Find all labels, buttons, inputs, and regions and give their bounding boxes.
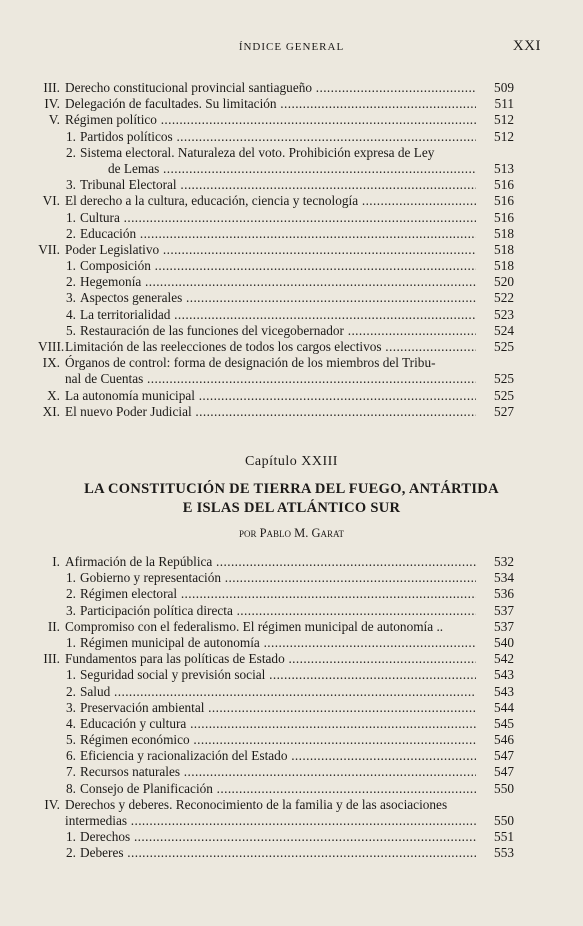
toc-entry-title: El nuevo Poder Judicial ..... <box>65 404 476 420</box>
toc-entry-number: 1. <box>66 128 76 144</box>
toc-entry <box>38 732 514 748</box>
toc-entry-page: 547 <box>494 748 514 764</box>
chapter-label: Capítulo XXIII <box>245 454 338 469</box>
toc-entry-number: 2. <box>66 225 76 241</box>
toc-entry-title: Participación política directa ..... <box>80 603 476 619</box>
toc-entry-continuation <box>38 813 514 829</box>
toc-entry <box>38 339 514 355</box>
toc-entry-number: X. <box>47 387 60 403</box>
running-head-title: ÍNDICE GENERAL <box>238 41 345 53</box>
toc-entry-page: 544 <box>494 699 514 715</box>
toc-entry-page: 525 <box>494 387 514 403</box>
toc-entry <box>38 388 514 404</box>
toc-entry-title: Derechos ..... <box>80 829 476 845</box>
toc-entry-page: 551 <box>494 829 514 845</box>
toc-entry <box>38 570 514 586</box>
toc-entry <box>38 586 514 602</box>
toc-entry-page: 540 <box>494 634 514 650</box>
toc-entry-number: V. <box>48 112 60 128</box>
toc-entry-page: 518 <box>494 225 514 241</box>
toc-entry <box>38 667 514 683</box>
toc-entry-title: Régimen político ..... <box>65 112 476 128</box>
toc-entry-title: Tribunal Electoral ..... <box>80 177 476 193</box>
toc-entry-page: 512 <box>494 112 514 128</box>
toc-entry-title: Régimen electoral ..... <box>80 586 476 602</box>
toc-entry-page: 543 <box>494 667 514 683</box>
toc-entry <box>38 651 514 667</box>
toc-entry-number: 5. <box>66 732 76 748</box>
toc-entry-title: Delegación de facultades. Su limitación ..... <box>65 96 476 112</box>
toc-entry <box>38 619 514 635</box>
chapter-author: por Pablo M. Garat <box>238 526 345 540</box>
toc-entry-title: intermedias ..... <box>65 813 476 829</box>
toc-entry-title: Aspectos generales ..... <box>80 290 476 306</box>
toc-entry-page: 520 <box>494 274 514 290</box>
toc-entry-title: Preservación ambiental ..... <box>80 700 476 716</box>
toc-entry-number: 1. <box>66 570 76 586</box>
toc-entry-continuation <box>38 371 514 387</box>
toc-entry-number: 3. <box>66 699 76 715</box>
toc-entry <box>38 290 514 306</box>
toc-entry-number: 4. <box>66 306 76 322</box>
toc-entry-page: 527 <box>494 403 514 419</box>
toc-entry-page: 509 <box>494 80 514 95</box>
toc-entry-page: 512 <box>494 128 514 144</box>
toc-entry-title: El derecho a la cultura, educación, ciencia y tecnología ..... <box>65 193 476 209</box>
toc-entry-title: Composición ..... <box>80 258 476 274</box>
toc-entry <box>38 635 514 651</box>
toc-entry-number: 1. <box>66 829 76 845</box>
toc-entry-number: 1. <box>66 634 76 650</box>
chapter-heading <box>0 454 583 541</box>
toc-entry <box>38 404 514 420</box>
toc-entry-title: Educación y cultura ..... <box>80 716 476 732</box>
toc-entry-number: 7. <box>66 764 76 780</box>
toc-entry-page: 516 <box>494 209 514 225</box>
toc-entry-title: Derecho constitucional provincial santiagueño ..... <box>65 80 476 96</box>
toc-entry-title: Educación ..... <box>80 226 476 242</box>
toc-entry-number: IV. <box>44 96 60 112</box>
toc-entry-page: 516 <box>494 177 514 193</box>
toc-entry-page: 532 <box>494 554 514 569</box>
toc-entry <box>38 258 514 274</box>
toc-entry <box>38 845 514 861</box>
toc-entry-title: Compromiso con el federalismo. El régimen municipal de autonomía .. <box>65 618 444 634</box>
toc-entry-number: 3. <box>66 290 76 306</box>
toc-entry-number: IX. <box>42 355 60 371</box>
toc-entry <box>38 96 514 112</box>
toc-entry-page: 525 <box>494 371 514 387</box>
toc-entry-number: I. <box>52 554 60 569</box>
toc-entry-number: 2. <box>66 845 76 861</box>
running-head <box>0 38 583 58</box>
toc-entry <box>38 554 514 570</box>
toc-entry-number: 1. <box>66 258 76 274</box>
toc-entry <box>38 797 514 813</box>
toc-entry-number: VII. <box>38 241 60 257</box>
toc-entry-page: 542 <box>494 651 514 667</box>
toc-entry <box>38 177 514 193</box>
toc-entry-page: 537 <box>494 618 514 634</box>
toc-entry-title: Seguridad social y previsión social ..... <box>80 667 476 683</box>
toc-entry-title: La territorialidad ..... <box>80 307 476 323</box>
toc-entry-page: 543 <box>494 683 514 699</box>
toc-entry-page: 523 <box>494 306 514 322</box>
toc-entry <box>38 307 514 323</box>
toc-entry-number: 4. <box>66 715 76 731</box>
toc-entry-page: 513 <box>494 160 514 176</box>
toc-section-previous-chapter <box>38 80 514 420</box>
toc-entry <box>38 716 514 732</box>
toc-entry <box>38 242 514 258</box>
toc-entry-number: 1. <box>66 209 76 225</box>
toc-entry-page: 516 <box>494 193 514 209</box>
toc-entry-title: Régimen económico ..... <box>80 732 476 748</box>
toc-entry-title: Hegemonía ..... <box>80 274 476 290</box>
toc-entry <box>38 80 514 96</box>
toc-entry-number: 2. <box>66 683 76 699</box>
toc-entry-title: Salud ..... <box>80 684 476 700</box>
toc-entry <box>38 684 514 700</box>
toc-entry-page: 547 <box>494 764 514 780</box>
toc-entry-number: 5. <box>66 322 76 338</box>
toc-entry-page: 522 <box>494 290 514 306</box>
toc-entry <box>38 112 514 128</box>
toc-entry-title: Gobierno y representación ..... <box>80 570 476 586</box>
toc-entry-number: 3. <box>66 177 76 193</box>
toc-entry-title: Régimen municipal de autonomía ..... <box>80 635 476 651</box>
toc-entry-title: Sistema electoral. Naturaleza del voto. Prohibición expresa de Ley <box>80 144 435 160</box>
toc-entry-page: 518 <box>494 258 514 274</box>
toc-entry-number: VIII. <box>38 339 65 354</box>
page-folio: XXI <box>512 38 541 54</box>
toc-entry <box>38 323 514 339</box>
toc-entry-number: XI. <box>42 403 60 419</box>
toc-entry-continuation <box>38 161 514 177</box>
toc-entry-number: VI. <box>42 193 60 209</box>
toc-entry <box>38 129 514 145</box>
toc-section-chapter-xxiii <box>38 554 514 862</box>
toc-entry <box>38 193 514 209</box>
toc-entry <box>38 781 514 797</box>
toc-entry-page: 536 <box>494 586 514 602</box>
toc-entry-title: Poder Legislativo ..... <box>65 242 476 258</box>
toc-entry-title: Deberes ..... <box>80 845 476 861</box>
toc-entry-page: 525 <box>494 339 514 354</box>
toc-entry-title: Restauración de las funciones del vicegobernador ..... <box>80 323 476 339</box>
toc-entry-number: III. <box>43 80 60 95</box>
toc-entry <box>38 274 514 290</box>
toc-entry-page: 537 <box>494 602 514 618</box>
chapter-title-line: LA CONSTITUCIÓN DE TIERRA DEL FUEGO, ANTÁRTIDA <box>84 481 499 497</box>
toc-entry-page: 511 <box>494 96 514 112</box>
toc-entry-number: 1. <box>66 667 76 683</box>
toc-entry-page: 546 <box>494 732 514 748</box>
toc-entry <box>38 748 514 764</box>
toc-entry <box>38 700 514 716</box>
toc-entry <box>38 603 514 619</box>
toc-entry-title: La autonomía municipal ..... <box>65 388 476 404</box>
toc-entry-page: 534 <box>494 570 514 586</box>
toc-entry-title: Derechos y deberes. Reconocimiento de la familia y de las asociaciones <box>65 796 448 812</box>
toc-entry-title: Afirmación de la República ..... <box>65 554 476 570</box>
toc-entry-title: Órganos de control: forma de designación de los miembros del Tribu- <box>65 355 436 371</box>
toc-entry <box>38 829 514 845</box>
toc-entry-number: 2. <box>66 274 76 290</box>
toc-entry-number: 6. <box>66 748 76 764</box>
toc-entry <box>38 226 514 242</box>
chapter-title-line: E ISLAS DEL ATLÁNTICO SUR <box>182 500 401 516</box>
toc-entry-number: 3. <box>66 602 76 618</box>
toc-entry-page: 545 <box>494 715 514 731</box>
toc-entry-page: 553 <box>494 845 514 861</box>
toc-entry <box>38 145 514 161</box>
toc-entry-title: Limitación de las reelecciones de todos los cargos electivos ..... <box>65 339 476 355</box>
toc-entry-title: Cultura ..... <box>80 210 476 226</box>
toc-entry-number: II. <box>47 618 60 634</box>
toc-entry-title: Recursos naturales ..... <box>80 764 476 780</box>
toc-entry <box>38 210 514 226</box>
toc-entry-number: 2. <box>66 586 76 602</box>
toc-entry-title: Fundamentos para las políticas de Estado ..... <box>65 651 476 667</box>
toc-entry-title: Eficiencia y racionalización del Estado ..... <box>80 748 476 764</box>
toc-entry-number: III. <box>43 651 60 667</box>
toc-entry <box>38 764 514 780</box>
toc-entry-number: IV. <box>44 796 60 812</box>
toc-entry-page: 550 <box>494 813 514 828</box>
toc-entry-title: nal de Cuentas ..... <box>65 371 476 387</box>
toc-entry-number: 8. <box>66 780 76 796</box>
toc-entry-number: 2. <box>66 144 76 160</box>
toc-entry-page: 518 <box>494 241 514 257</box>
toc-entry-title: de Lemas ..... <box>108 161 476 177</box>
toc-entry-title: Partidos políticos ..... <box>80 129 476 145</box>
toc-entry <box>38 355 514 371</box>
toc-entry-page: 550 <box>494 780 514 796</box>
toc-entry-title: Consejo de Planificación ..... <box>80 781 476 797</box>
chapter-title <box>0 480 583 518</box>
toc-entry-page: 524 <box>494 322 514 338</box>
